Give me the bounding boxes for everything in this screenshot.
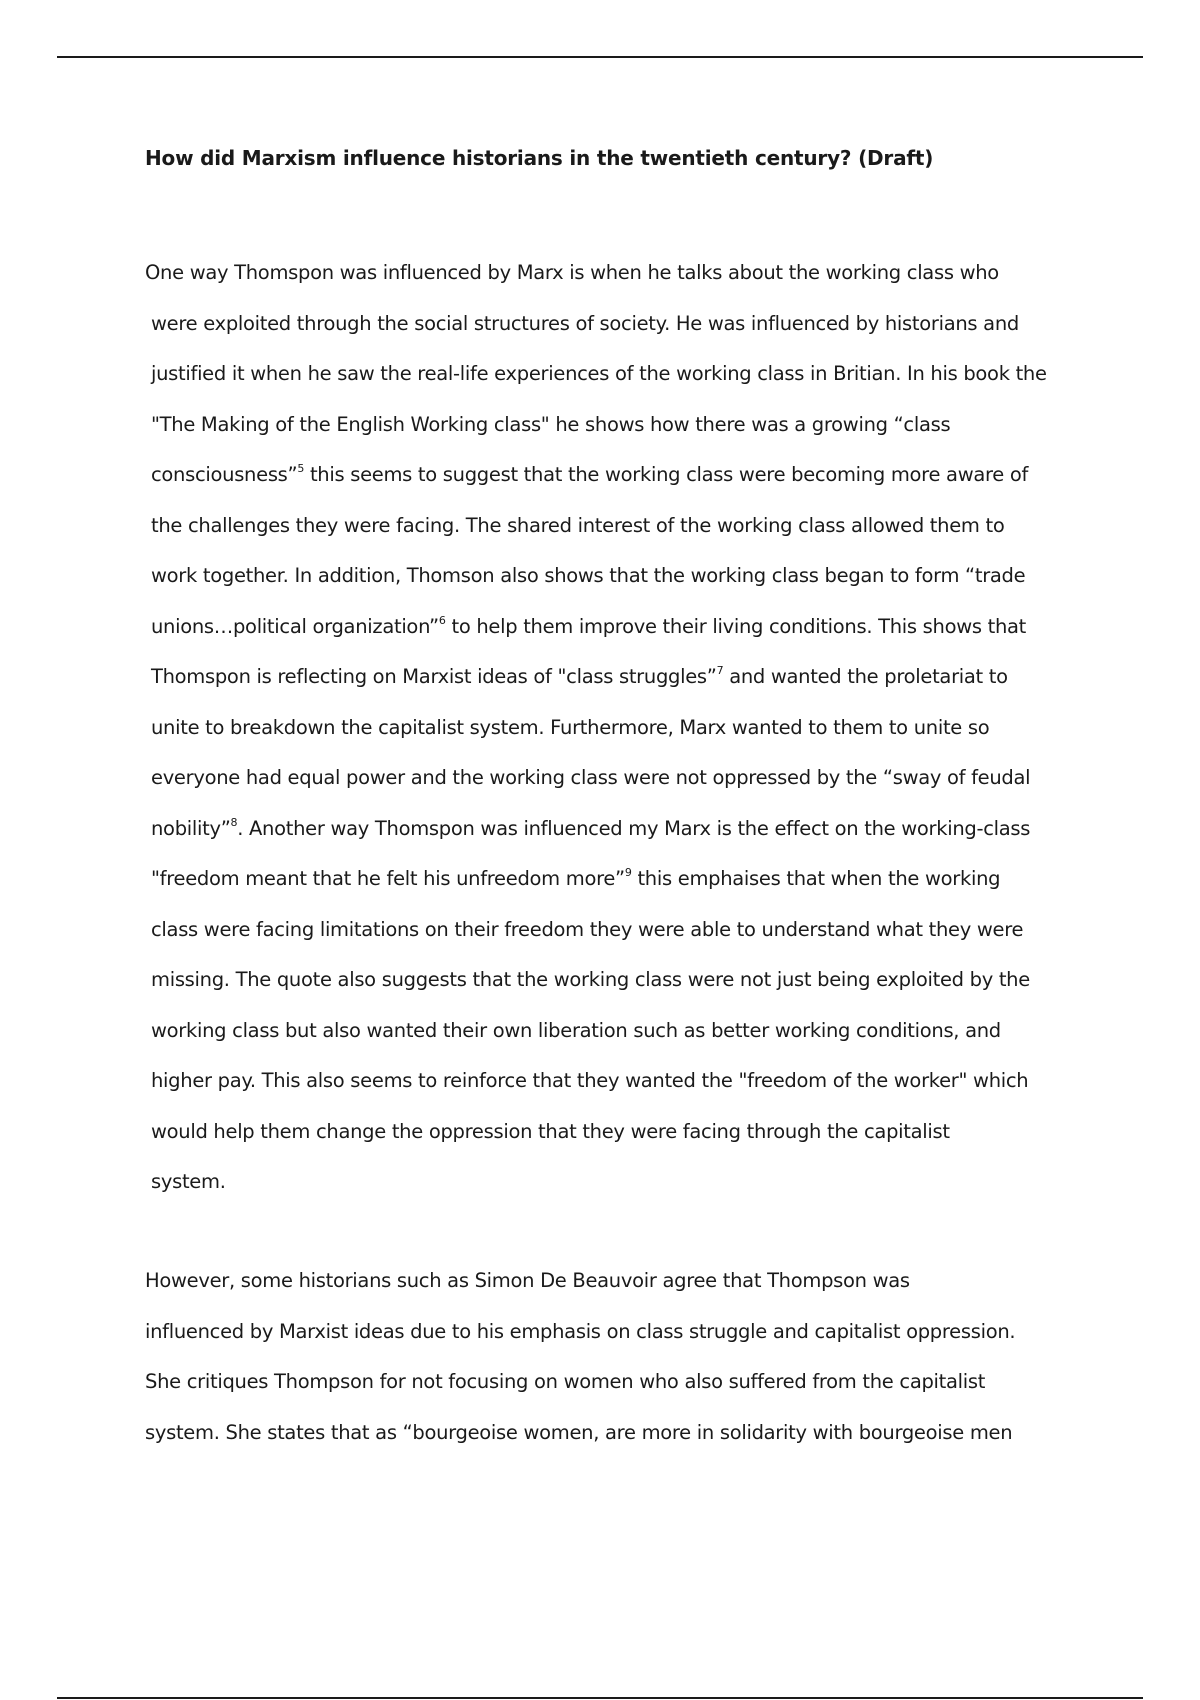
footnote-marker: 6 (438, 613, 446, 627)
text-line: work together. In addition, Thomson also shows that the working class began to form “trade (151, 564, 1026, 587)
text-line: influenced by Marxist ideas due to his emphasis on class struggle and capitalist oppression. (145, 1319, 1016, 1343)
text-line: She critiques Thompson for not focusing on women who also suffered from the capitalist (145, 1370, 986, 1393)
text-segment: . Another way Thomspon was influenced my Marx is the effect on the working-class (237, 816, 1031, 840)
footer-rule (57, 1697, 1143, 1699)
paragraph-2 (145, 1256, 1015, 1458)
text-line (145, 854, 1047, 905)
text-line: missing. The quote also suggests that the working class were not just being exploited by the (151, 968, 1030, 991)
text-line: However, some historians such as Simon De Beauvoir agree that Thompson was (145, 1269, 910, 1292)
text-line (145, 804, 1047, 855)
paragraph-1 (145, 248, 1047, 1208)
text-segment: unions…political organization” (151, 614, 439, 638)
text-line: would help them change the oppression that they were facing through the capitalist (151, 1119, 950, 1143)
footnote-marker: 7 (716, 664, 724, 677)
text-line: higher pay. This also seems to reinforce that they wanted the "freedom of the worker" which (151, 1069, 1029, 1092)
text-line: class were facing limitations on their freedom they were able to understand what they were (151, 917, 1024, 941)
text-line: working class but also wanted their own liberation such as better working conditions, and (151, 1018, 1001, 1042)
text-line: everyone had equal power and the working class were not oppressed by the “sway of feudal (151, 766, 1031, 789)
text-line (145, 602, 1047, 653)
text-segment: to help them improve their living conditions. This shows that (445, 614, 1027, 638)
header-rule (57, 56, 1143, 58)
text-segment: this emphaises that when the working (631, 867, 1001, 890)
footnote-marker: 8 (230, 815, 238, 829)
text-segment: consciousness” (151, 463, 298, 486)
text-line: unite to breakdown the capitalist system. Furthermore, Marx wanted to them to unite so (151, 715, 990, 739)
text-segment: and wanted the proletariat to (723, 665, 1008, 688)
footnote-marker: 5 (297, 462, 305, 475)
text-line: the challenges they were facing. The shared interest of the working class allowed them to (151, 513, 1005, 537)
text-segment: nobility” (151, 816, 231, 840)
text-line (145, 652, 1047, 703)
text-segment: Thomspon is reflecting on Marxist ideas of "class struggles” (151, 665, 717, 688)
text-segment: this seems to suggest that the working class were becoming more aware of (304, 463, 1029, 486)
text-line: system. (151, 1170, 226, 1193)
text-line: system. She states that as “bourgeoise women, are more in solidarity with bourgeoise men (145, 1420, 1013, 1444)
document-title: How did Marxism influence historians in the twentieth century? (Draft) (145, 146, 934, 170)
text-line (145, 450, 1047, 501)
text-line: "The Making of the English Working class" he shows how there was a growing “class (151, 412, 951, 436)
text-line: justified it when he saw the real-life experiences of the working class in Britian. In his book the (151, 362, 1047, 385)
text-segment: "freedom meant that he felt his unfreedom more” (151, 867, 625, 890)
text-line: were exploited through the social structures of society. He was influenced by historians and (151, 311, 1019, 335)
text-line: One way Thomspon was influenced by Marx is when he talks about the working class who (145, 261, 999, 284)
footnote-marker: 9 (624, 866, 632, 879)
